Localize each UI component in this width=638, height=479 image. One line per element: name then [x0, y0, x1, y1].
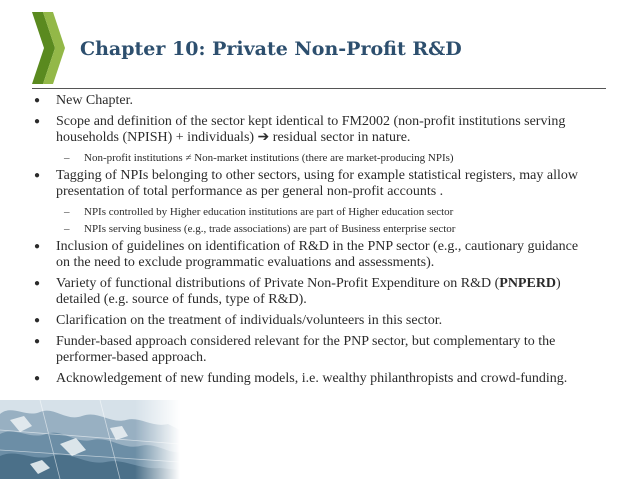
en-dash-icon: –	[64, 206, 70, 218]
bullet-item: ● Tagging of NPIs belonging to other sectors, using for example statistical registers, may allow presentation of total performance as per general non-profit accounts .	[34, 168, 578, 199]
bullet-dot-icon: ●	[34, 315, 41, 326]
bullet-item: ● Scope and definition of the sector kept identical to FM2002 (non-profit institutions serving households (NPISH) + individuals) ➔ residual sector in nature.	[34, 114, 566, 145]
bullet-item: ● Variety of functional distributions of Private Non-Profit Expenditure on R&D (PNPERD) detailed (e.g. source of funds, type of R&D).	[34, 276, 561, 307]
bullet-dot-icon: ●	[34, 241, 41, 252]
bullet-dot-icon: ●	[34, 278, 41, 289]
bullet-item: ● Acknowledgement of new funding models, i.e. wealthy philanthropists and crowd-funding.	[34, 371, 568, 386]
sub-bullet-item: – Non-profit institutions ≠ Non-market institutions (there are market-producing NPIs)	[64, 152, 454, 164]
sub-bullet-item: – NPIs serving business (e.g., trade associations) are part of Business enterprise sector	[64, 223, 456, 235]
sub-bullet-item: – NPIs controlled by Higher education institutions are part of Higher education sector	[64, 206, 454, 218]
bullet-dot-icon: ●	[34, 373, 41, 384]
bullet-dot-icon: ●	[34, 336, 41, 347]
bullet-dot-icon: ●	[34, 116, 41, 127]
puzzle-map-decoration-icon	[0, 400, 180, 479]
slide-title: Chapter 10: Private Non-Profit R&D	[80, 38, 462, 60]
en-dash-icon: –	[64, 152, 70, 164]
bullet-list	[34, 93, 594, 392]
bullet-dot-icon: ●	[34, 95, 41, 106]
bullet-item: ● Clarification on the treatment of individuals/volunteers in this sector.	[34, 313, 443, 328]
bullet-item: ● New Chapter.	[34, 93, 133, 108]
bullet-dot-icon: ●	[34, 170, 41, 181]
bullet-item: ● Funder-based approach considered relevant for the PNP sector, but complementary to the performer-based approach.	[34, 334, 556, 365]
title-divider	[32, 88, 606, 89]
en-dash-icon: –	[64, 223, 70, 235]
bullet-item: ● Inclusion of guidelines on identification of R&D in the PNP sector (e.g., cautionary guidance on the need to exclude programmatic evaluations and assessments).	[34, 239, 579, 270]
oecd-logo-icon	[30, 10, 66, 86]
